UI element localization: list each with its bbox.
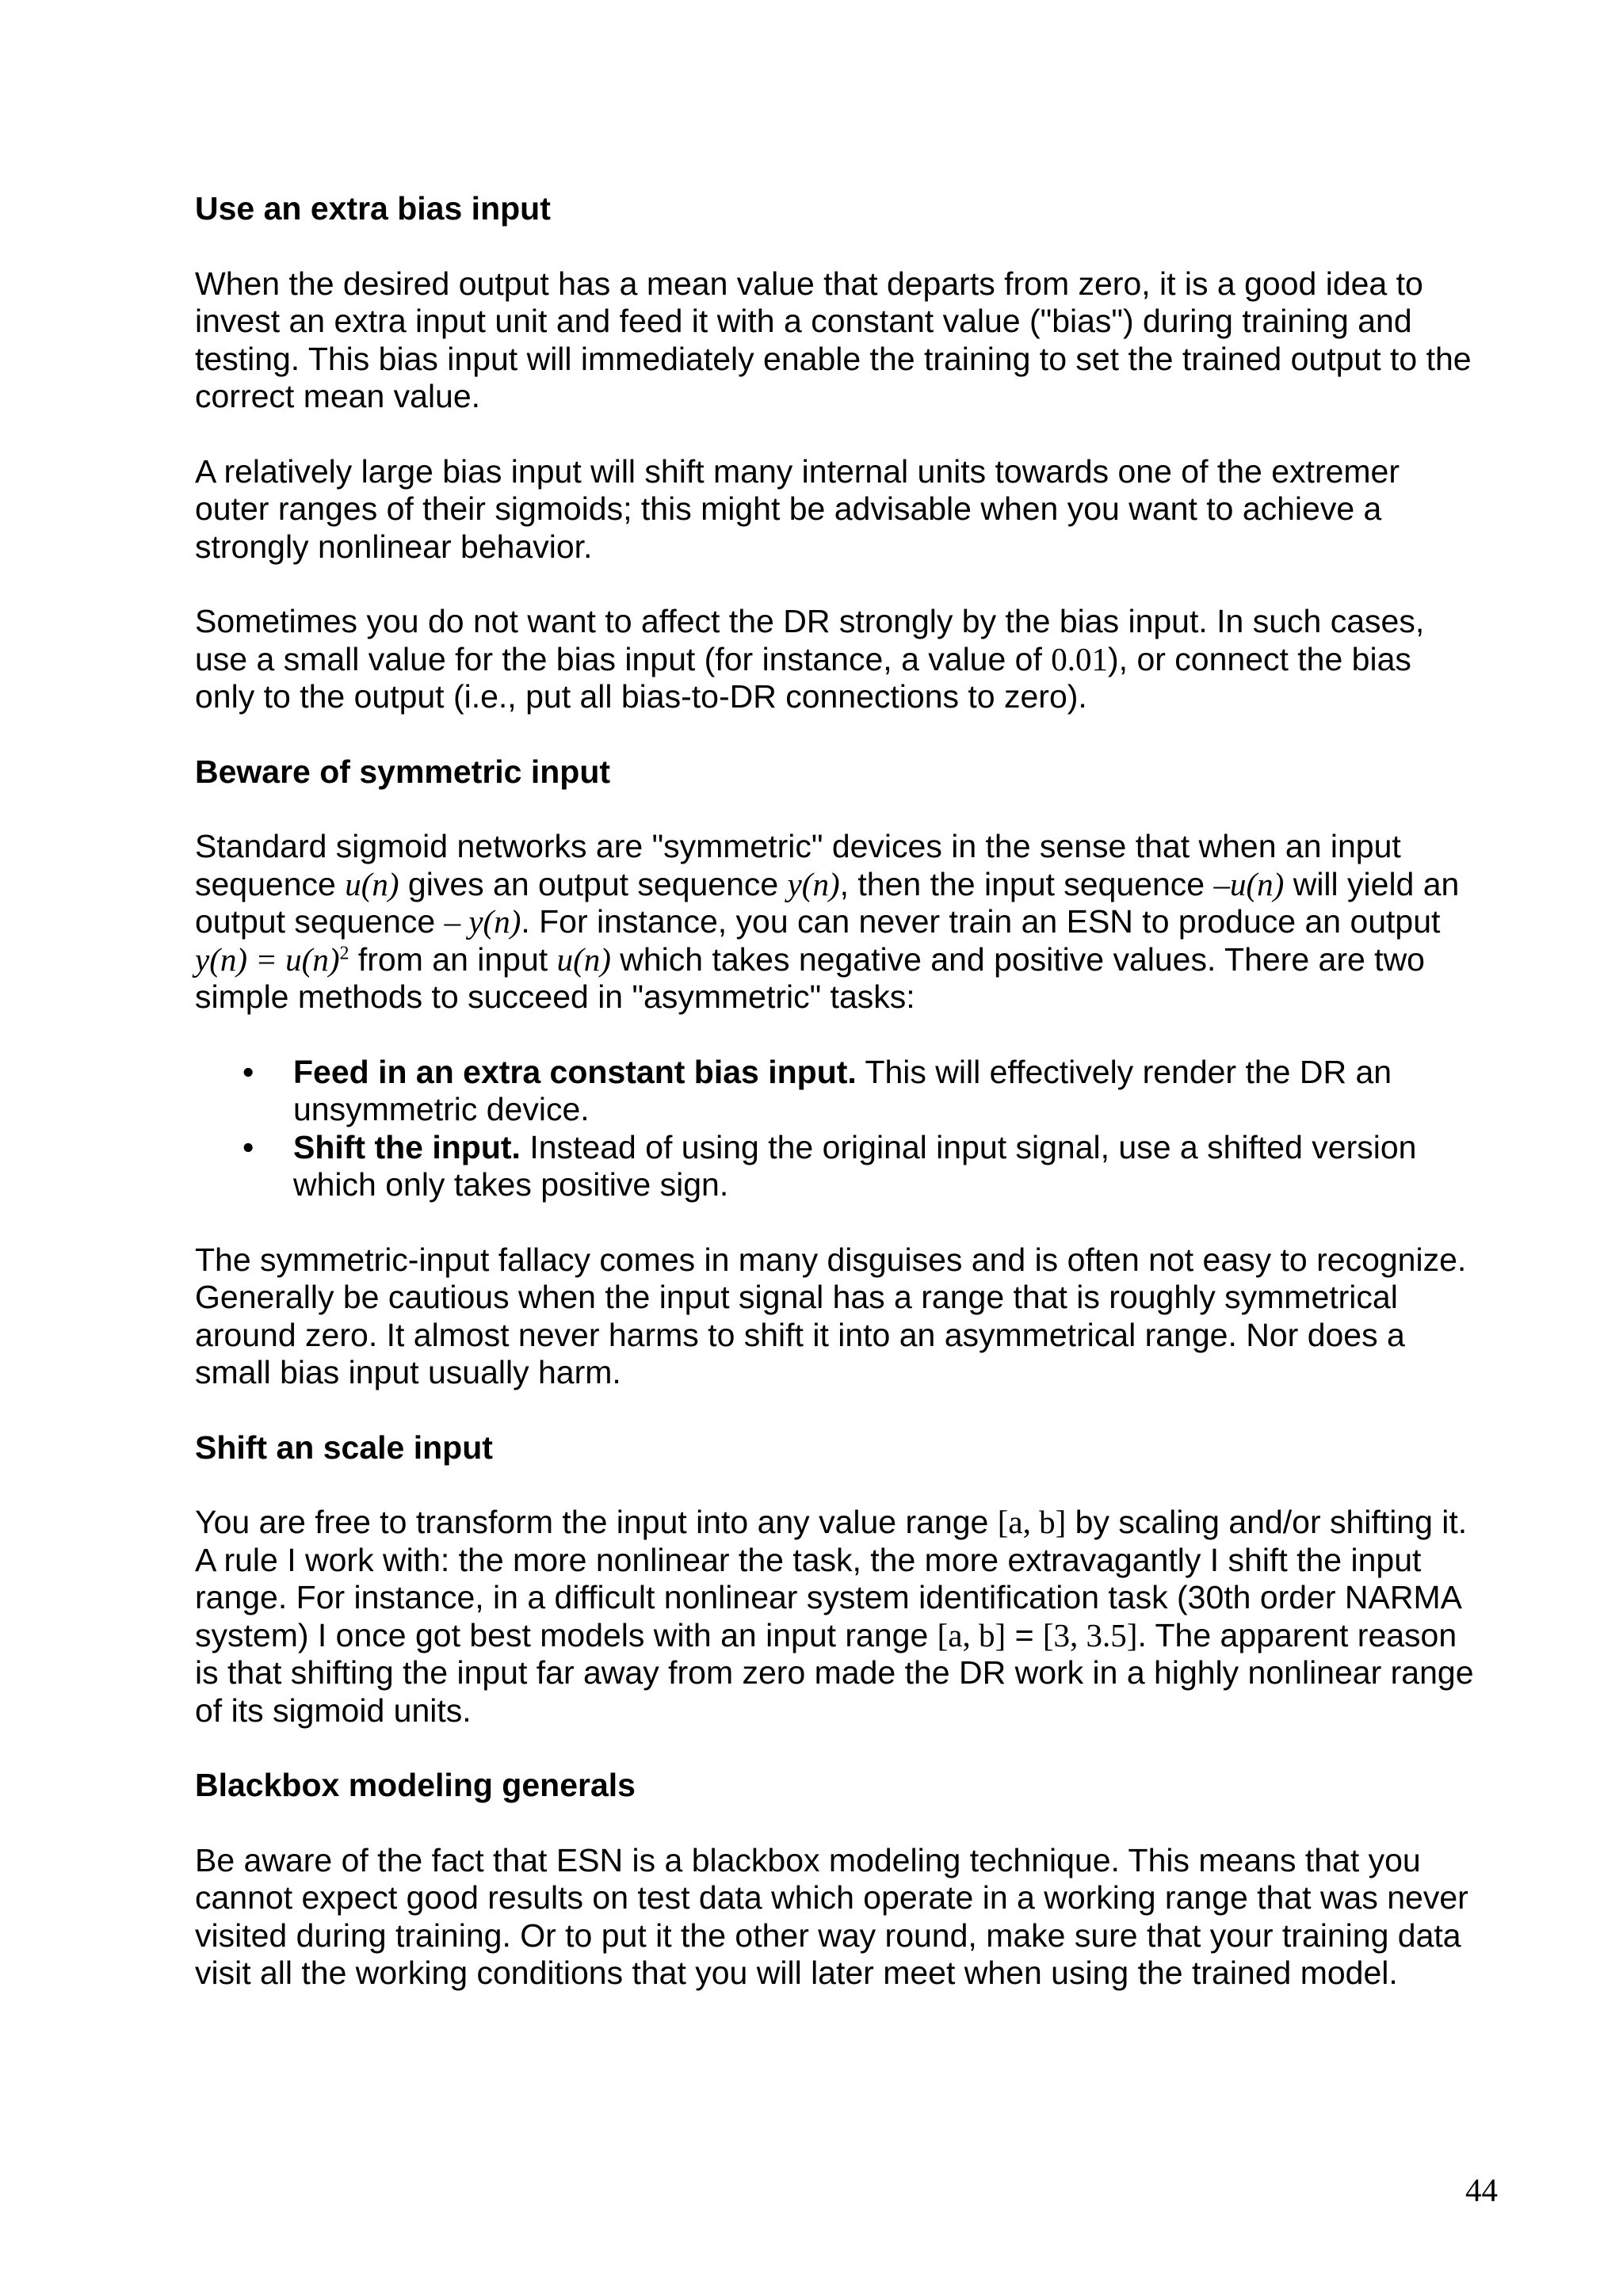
section-heading-bias: Use an extra bias input: [195, 190, 551, 227]
text-run: will yield an output sequence: [195, 865, 1460, 940]
bullet-list: [195, 1054, 1479, 1204]
bullet-bold-text: Feed in an extra constant bias input.: [293, 1053, 857, 1090]
text-run: which takes negative and positive values. There are two simple methods to succeed in "asymmetric" tasks:: [195, 940, 1425, 1015]
text-run: Standard sigmoid networks are "symmetric" devices in the sense that when an input sequence: [195, 828, 1401, 902]
text-run: . For instance, you can never train an ESN to produce an output: [521, 903, 1441, 940]
symmetric-paragraph-1: [195, 828, 1479, 1016]
text-run: , then the input sequence: [839, 865, 1214, 902]
bullet-text: Instead of using the original input signal, use a shifted version which only takes positive sign.: [293, 1128, 1417, 1203]
scale-paragraph-1: [195, 1504, 1479, 1730]
bias-paragraph-1: When the desired output has a mean value that departs from zero, it is a good idea to invest an extra input unit and feed it with a constant value ("bias") during training and testing. This bias input will immediately enable the training to set the trained output to the correct mean value.: [195, 265, 1472, 414]
math-expr: –u(n): [1213, 865, 1285, 902]
math-expr: [a, b]: [997, 1504, 1067, 1540]
text-run: from an input: [349, 940, 557, 978]
text-run: You are free to transform the input into any value range: [195, 1504, 998, 1540]
math-expr: y(n): [787, 865, 840, 902]
bullet-text: This will effectively render the DR an unsymmetric device.: [293, 1053, 1392, 1127]
list-item: [195, 1054, 1479, 1129]
bullet-icon: •: [242, 1128, 254, 1165]
bias-paragraph-2: A relatively large bias input will shift many internal units towards one of the extremer outer ranges of their sigmoids; this might be advisable when you want to achieve a strongly nonlinear behavior.: [195, 452, 1400, 565]
section-heading-blackbox: Blackbox modeling generals: [195, 1767, 636, 1803]
text-run: gives an output sequence: [399, 865, 788, 902]
blackbox-paragraph-1: Be aware of the fact that ESN is a blackbox modeling technique. This means that you cannot expect good results on test data which operate in a working range that was never visited during training. Or to put it the other way round, make sure that your training data visit all the working conditions that you will later meet when using the trained model.: [195, 1841, 1468, 1991]
text-run: by scaling and/or shifting it. A rule I work with: the more nonlinear the task, the more extravagantly I shift the input range. For instance, in a difficult nonlinear system identification task (30th order NARMA system) I once got best models with an input range: [195, 1504, 1468, 1653]
text-run: =: [1006, 1616, 1043, 1653]
text-run: ), or connect the bias only to the output (i.e., put all bias-to-DR connections to zero).: [195, 640, 1411, 715]
symmetric-paragraph-2: The symmetric-input fallacy comes in many disguises and is often not easy to recognize. Generally be cautious when the input signal has a range that is roughly symmetrical around zero. It almost never harms to shift it into an asymmetrical range. Nor does a small bias input usually harm.: [195, 1241, 1467, 1390]
math-expr: u(n): [345, 865, 399, 902]
bullet-icon: •: [242, 1053, 254, 1090]
text-run: Sometimes you do not want to affect the DR strongly by the bias input. In such cases, use a small value for the bias input (for instance, a value of: [195, 603, 1425, 677]
page-number: 44: [1465, 2172, 1498, 2208]
math-expr: [3, 3.5]: [1042, 1616, 1138, 1653]
math-expr: [a, b]: [937, 1616, 1006, 1653]
list-item: [195, 1129, 1479, 1204]
math-range: [998, 1504, 1067, 1540]
bullet-bold-text: Shift the input.: [293, 1128, 521, 1165]
document-page: [195, 190, 1479, 2030]
text-run: . The apparent reason is that shifting the input far away from zero made the DR work in a highly nonlinear range of its sigmoid units.: [195, 1616, 1474, 1729]
math-expr: y(n) = u(n): [195, 940, 340, 978]
math-superscript: 2: [339, 942, 349, 963]
math-expr: u(n): [556, 940, 611, 978]
section-heading-scale: Shift an scale input: [195, 1428, 493, 1466]
math-value: 0.01: [1051, 640, 1109, 677]
bias-paragraph-3: [195, 603, 1479, 716]
section-heading-symmetric: Beware of symmetric input: [195, 753, 611, 790]
math-expr: – y(n): [444, 903, 521, 940]
